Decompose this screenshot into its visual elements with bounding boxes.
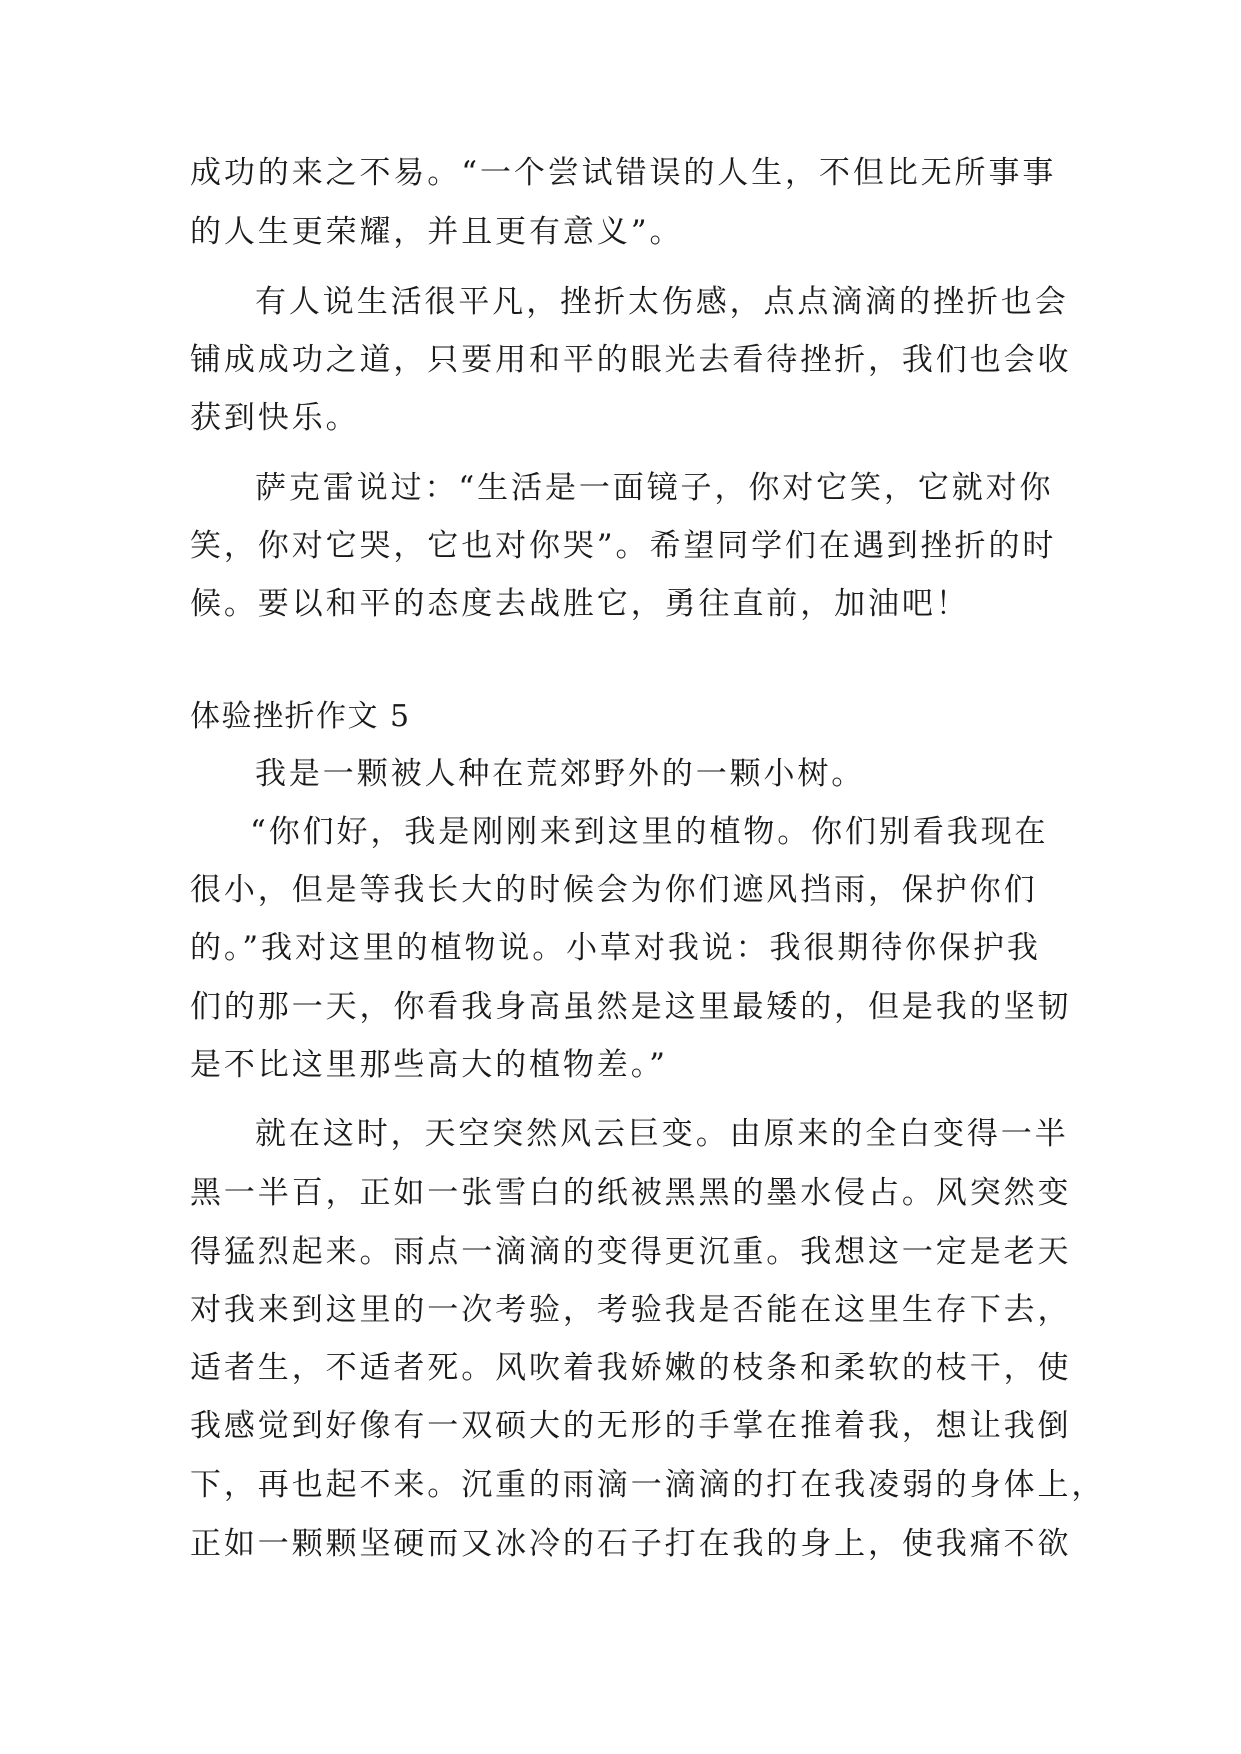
text-line: 获到快乐。: [190, 400, 360, 436]
text-line: 铺成成功之道，只要用和平的眼光去看待挫折，我们也会收: [190, 342, 1072, 378]
text-line: 的人生更荣耀，并且更有意义”。: [190, 214, 684, 250]
paragraph-start-line: 就在这时，天空突然风云巨变。由原来的全白变得一半: [255, 1116, 1069, 1152]
text-line: 正如一颗颗坚硬而又冰冷的石子打在我的身上，使我痛不欲: [190, 1526, 1072, 1562]
section-title: 体验挫折作文 5: [190, 699, 411, 734]
text-line: 笑，你对它哭，它也对你哭”。希望同学们在遇到挫折的时: [190, 528, 1057, 564]
paragraph-start-line: 萨克雷说过：“生活是一面镜子，你对它笑，它就对你: [255, 470, 1054, 506]
paragraph-start-line: 有人说生活很平凡，挫折太伤感，点点滴滴的挫折也会: [255, 284, 1069, 320]
text-line: 是不比这里那些高大的植物差。”: [190, 1047, 668, 1083]
text-line: 对我来到这里的一次考验，考验我是否能在这里生存下去，: [190, 1292, 1072, 1328]
text-line: 很小，但是等我长大的时候会为你们遮风挡雨，保护你们: [190, 872, 1038, 908]
paragraph-start-line: 我是一颗被人种在荒郊野外的一颗小树。: [255, 756, 866, 792]
text-line: 成功的来之不易。“一个尝试错误的人生，不但比无所事事: [190, 155, 1057, 191]
text-line: 的。”我对这里的植物说。小草对我说：我很期待你保护我: [190, 930, 1041, 966]
text-line: 我感觉到好像有一双硕大的无形的手掌在推着我，想让我倒: [190, 1408, 1072, 1444]
text-line: 们的那一天，你看我身高虽然是这里最矮的，但是我的坚韧: [190, 989, 1072, 1025]
text-line: 黑一半百，正如一张雪白的纸被黑黑的墨水侵占。风突然变: [190, 1175, 1072, 1211]
text-line: 候。要以和平的态度去战胜它，勇往直前，加油吧！: [190, 586, 970, 622]
paragraph-start-line: “你们好，我是刚刚来到这里的植物。你们别看我现在: [250, 814, 1049, 850]
text-line: 得猛烈起来。雨点一滴滴的变得更沉重。我想这一定是老天: [190, 1234, 1072, 1270]
text-line: 适者生，不适者死。风吹着我娇嫩的枝条和柔软的枝干，使: [190, 1350, 1072, 1386]
text-line: 下，再也起不来。沉重的雨滴一滴滴的打在我凌弱的身体上，: [190, 1467, 1106, 1503]
